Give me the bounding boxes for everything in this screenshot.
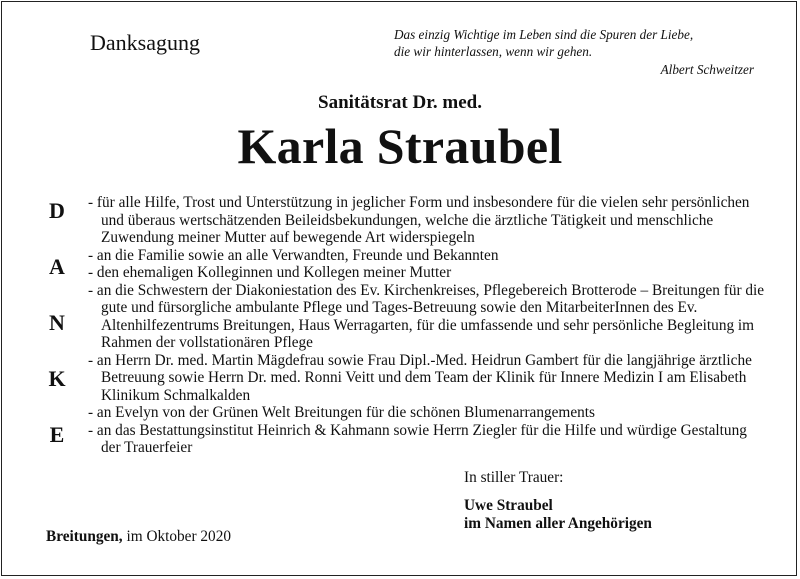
danke-letter: K <box>48 366 66 391</box>
quote-line-1: Das einzig Wichtige im Leben sind die Spuren der Liebe, <box>394 27 694 42</box>
danke-letter: E <box>49 422 65 447</box>
academic-title: Sanitätsrat Dr. med. <box>318 92 482 113</box>
quote-line-2: die wir hinterlassen, wenn wir gehen. <box>394 44 593 59</box>
mourner-name: Uwe Straubel <box>464 497 553 514</box>
quote-author: Albert Schweitzer <box>660 62 754 77</box>
list-item: - den ehemaligen Kolleginnen und Kollegen meiner Mutter <box>88 264 452 281</box>
deceased-name: Karla Straubel <box>237 118 563 174</box>
danke-letter: D <box>49 198 65 223</box>
quote-block <box>394 26 754 78</box>
heading-danksagung: Danksagung <box>90 30 200 55</box>
place-date <box>46 528 231 546</box>
list-item: - an die Familie sowie an alle Verwandten, Freunde und Bekannten <box>88 246 499 264</box>
list-item: - an Evelyn von der Grünen Welt Breitungen für die schönen Blumenarrangements <box>88 404 595 421</box>
mourners-block <box>464 469 652 533</box>
danke-column <box>46 196 68 476</box>
list-item: - für alle Hilfe, Trost und Unterstützung in jeglicher Form und insbesondere für die vielen sehr persönlichen und überaus wertschätzenden Beileidsbekundungen, welche die ärztliche Tätigkeit und menschliche Zuwendung meiner Mutter auf bewegende Art widerspiegeln <box>88 194 750 246</box>
list-item: - an die Schwestern der Diakoniestation des Ev. Kirchenkreises, Pflegebereich Brotterode – Breitungen für die gute und fürsorgliche ambulante Pflege und Tages-Betreuung sowie den MitarbeiterInnen des Ev. Altenhilfezentrums Breitungen, Haus Werragarten, für die umfassende und sehr persönliche Begleitung im Rahmen der vollstationären Pflege <box>88 281 765 351</box>
thanks-list <box>88 194 768 457</box>
list-item: - an das Bestattungsinstitut Heinrich & Kahmann sowie Herrn Ziegler für die Hilfe und würdige Gestaltung der Trauerfeier <box>88 421 747 456</box>
danke-letter: N <box>49 310 65 335</box>
mourners-intro: In stiller Trauer: <box>464 469 564 486</box>
list-item: - an Herrn Dr. med. Martin Mägdefrau sowie Frau Dipl.-Med. Heidrun Gambert für die langjährige ärztliche Betreuung sowie Herrn Dr. med. Ronni Veitt und dem Team der Klinik für Innere Medizin I am Elisabeth Klinikum Schmalkalden <box>88 351 752 404</box>
place: Breitungen, <box>46 528 123 545</box>
mourner-family: im Namen aller Angehörigen <box>464 515 652 532</box>
date: im Oktober 2020 <box>126 528 231 545</box>
danke-letter: A <box>49 254 65 279</box>
